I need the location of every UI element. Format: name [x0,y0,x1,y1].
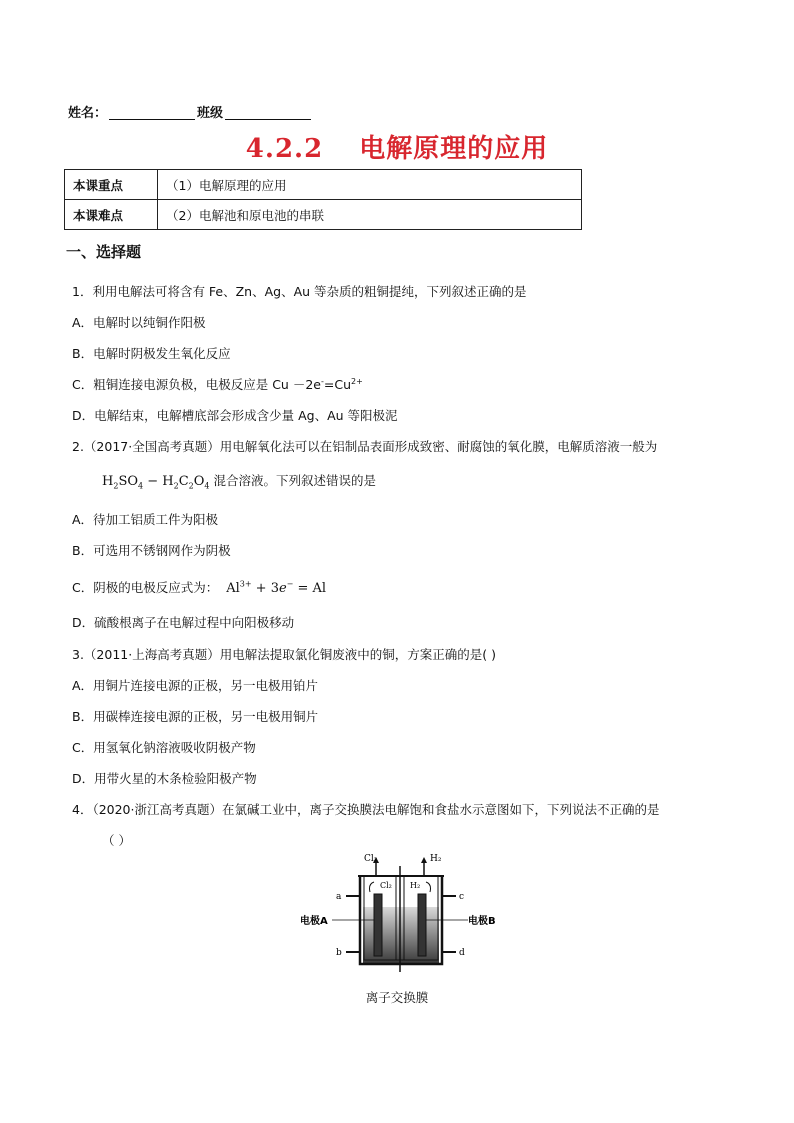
h2-arrow-icon [421,857,427,863]
electrode-b-rod [418,894,426,956]
q1-option-c[interactable] [72,375,363,393]
q1-option-b[interactable]: B．电解时阴极发生氧化反应 [72,346,231,361]
electrode-b-label: 电极B [468,916,496,927]
q2-stem-line2 [102,471,376,491]
q2-option-a[interactable]: A．待加工铝质工件为阳极 [72,512,219,527]
electrode-a-label: 电极A [300,916,328,927]
name-blank[interactable] [109,105,195,120]
h2-outer-label: H₂ [430,854,442,864]
cl2-outer-label: Cl₂ [364,854,378,864]
q2-stem2-text: 混合溶液。下列叙述错误的是 [213,473,377,488]
class-blank[interactable] [225,105,311,120]
q3-option-c[interactable]: C．用氢氧化钠溶液吸收阴极产物 [72,740,256,755]
diagram-caption: 离子交换膜 [365,990,429,1005]
q1-c-mid: =Cu [323,377,351,392]
cl2-bubble-path [370,882,375,892]
class-label: 班级 [197,106,224,121]
label-a: a [336,892,342,902]
page-title [0,128,794,165]
q3-option-d[interactable]: D．用带火星的木条检验阳极产物 [72,771,257,786]
label-d: d [459,948,465,958]
q2-c-text: C．阴极的电极反应式为： [72,580,219,595]
difficulty-key: 本课难点 [65,200,158,230]
q4-paren: （ ） [102,833,131,848]
q2-option-d[interactable]: D．硫酸根离子在电解过程中向阳极移动 [72,615,295,630]
table-row [65,170,582,200]
q1-c-ion-sup: 2+ [351,376,363,386]
q1-c-text: C．粗铜连接电源负极，电极反应是 Cu －2e [72,377,321,392]
q3-option-b[interactable]: B．用碳棒连接电源的正极，另一电极用铜片 [72,709,319,724]
q3-option-a[interactable]: A．用铜片连接电源的正极，另一电极用铂片 [72,678,319,693]
title-number: 4.2.2 [245,134,324,164]
electrolysis-cell-diagram [300,852,500,978]
q3-stem: 3.（2011·上海高考真题）用电解法提取氯化铜废液中的铜，方案正确的是( ) [72,647,496,662]
difficulty-value: （2）电解池和原电池的串联 [158,200,582,230]
electrode-a-rod [374,894,382,956]
q2-option-c[interactable] [72,578,326,596]
h2-bubble-path [426,882,431,892]
name-label: 姓名： [68,106,108,121]
name-class-line [68,102,313,121]
q2-option-b[interactable]: B．可选用不锈钢网作为阴极 [72,543,231,558]
lesson-focus-table [64,169,582,230]
label-b: b [336,948,342,958]
focus-key: 本课重点 [65,170,158,200]
q2-stem: 2.（2017·全国高考真题）用电解氧化法可以在铝制品表面形成致密、耐腐蚀的氧化膜，电解质溶液一般为 [72,439,658,454]
q1-option-a[interactable]: A．电解时以纯铜作阳极 [72,315,206,330]
q4-stem: 4．（2020·浙江高考真题）在氯碱工业中，离子交换膜法电解饱和食盐水示意图如下，下列说法不正确的是 [72,802,660,817]
q1-stem: 1．利用电解法可将含有 Fe、Zn、Ag、Au 等杂质的粗铜提纯，下列叙述正确的是 [72,284,527,299]
label-c: c [459,892,465,902]
cl2-inner-label: Cl₂ [380,881,392,890]
title-text: 电解原理的应用 [359,134,549,164]
focus-value: （1）电解原理的应用 [158,170,582,200]
table-row [65,200,582,230]
h2-inner-label: H₂ [410,881,421,890]
q2-formula: $H_2SO_4 - H_2C_2O_4$ [102,474,210,491]
q1-c-electron-sup: - [320,376,324,386]
q1-option-d[interactable]: D．电解结束，电解槽底部会形成含少量 Ag、Au 等阳极泥 [72,408,398,423]
section-title: 一、选择题 [66,243,142,261]
q2-c-formula: $Al^{3+} + 3e^- = Al$ [226,579,327,596]
